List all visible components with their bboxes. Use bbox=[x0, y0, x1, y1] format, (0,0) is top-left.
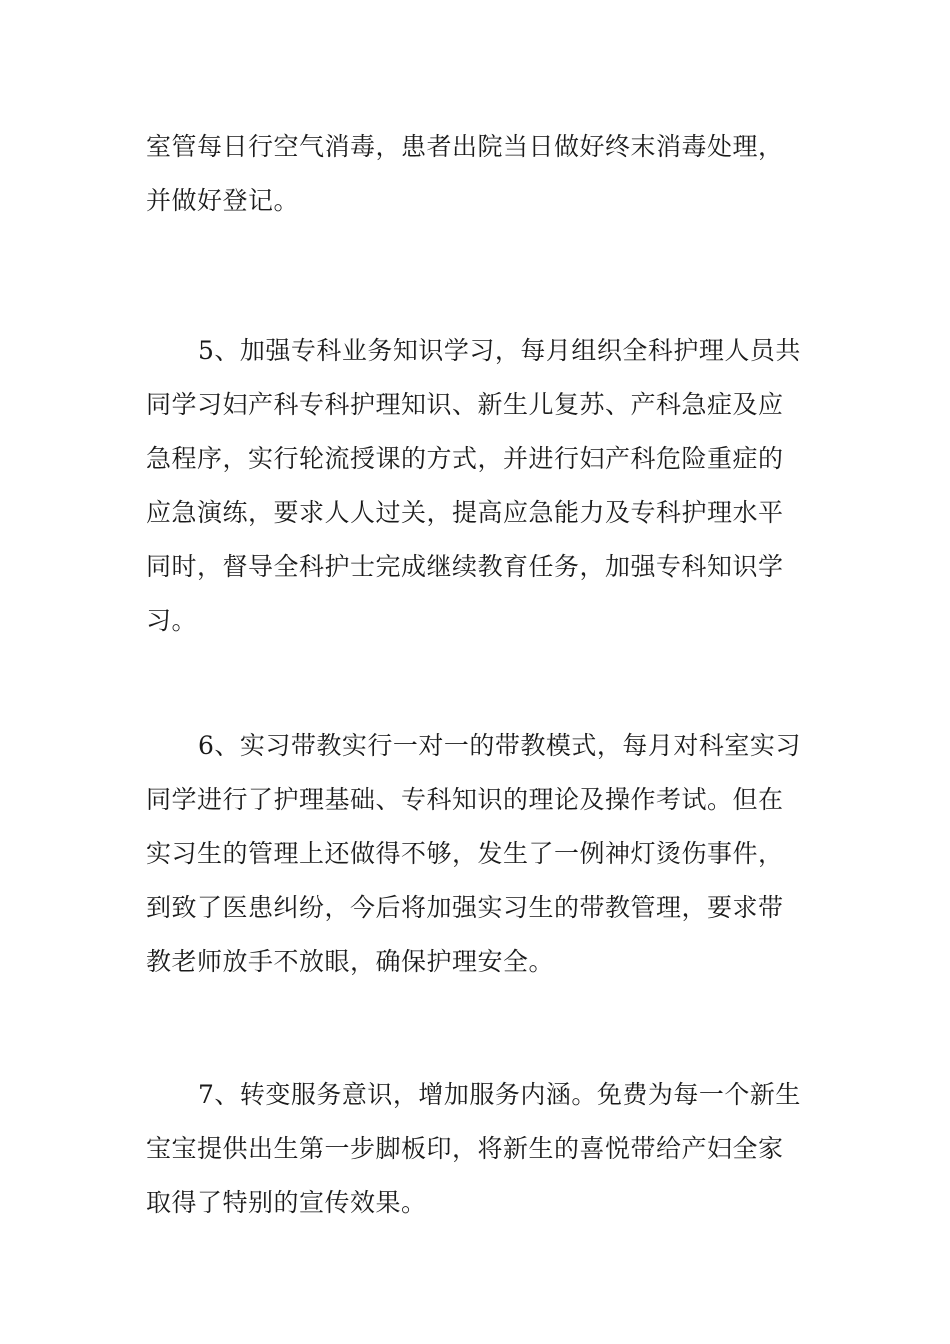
text-line: 同学习妇产科专科护理知识、新生儿复苏、产科急症及应 bbox=[146, 390, 784, 419]
text-line: 急程序，实行轮流授课的方式，并进行妇产科危险重症的 bbox=[146, 444, 784, 473]
text-line: 应急演练，要求人人过关，提高应急能力及专科护理水平 bbox=[146, 498, 784, 527]
text-line: 6、实习带教实行一对一的带教模式，每月对科室实习 bbox=[198, 731, 801, 760]
text-line: 5、加强专科业务知识学习，每月组织全科护理人员共 bbox=[198, 336, 801, 365]
text-line: 实习生的管理上还做得不够，发生了一例神灯烫伤事件， bbox=[146, 839, 784, 868]
text-line: 7、转变服务意识，增加服务内涵。免费为每一个新生 bbox=[198, 1080, 801, 1109]
paragraph-item-7 bbox=[146, 1068, 806, 1230]
text-line: 并做好登记。 bbox=[146, 186, 300, 215]
text-line: 同时，督导全科护士完成继续教育任务，加强专科知识学 bbox=[146, 552, 784, 581]
text-line: 到致了医患纠纷，今后将加强实习生的带教管理，要求带 bbox=[146, 893, 784, 922]
text-line: 取得了特别的宣传效果。 bbox=[146, 1188, 427, 1217]
paragraph-item-6 bbox=[146, 719, 806, 989]
text-line: 教老师放手不放眼，确保护理安全。 bbox=[146, 947, 555, 976]
text-line: 同学进行了护理基础、专科知识的理论及操作考试。但在 bbox=[146, 785, 784, 814]
paragraph-item-5 bbox=[146, 324, 806, 648]
paragraph-disinfection-continued bbox=[146, 120, 806, 228]
text-line: 习。 bbox=[146, 606, 198, 635]
text-line: 宝宝提供出生第一步脚板印，将新生的喜悦带给产妇全家 bbox=[146, 1134, 784, 1163]
text-line: 室管每日行空气消毒，患者出院当日做好终末消毒处理， bbox=[146, 132, 784, 161]
